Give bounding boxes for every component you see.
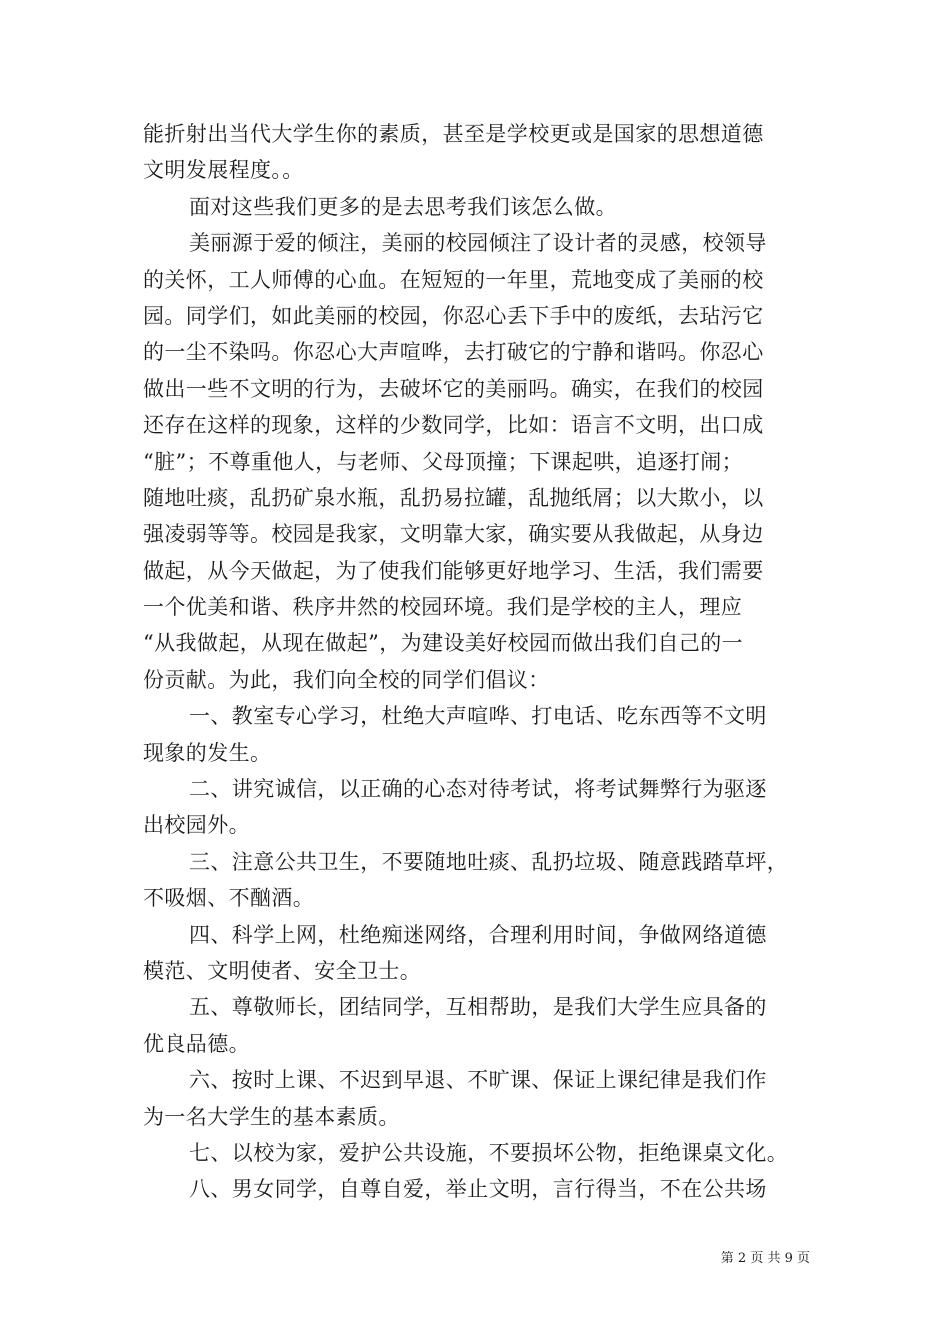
text-line: 园。同学们，如此美丽的校园，你忍心丢下手中的废纸，去玷污它 [143, 303, 764, 328]
text-line: 文明发展程度。。 [143, 158, 304, 183]
text-line: 八、男女同学，自尊自爱，举止文明，言行得当，不在公共场 [189, 1177, 767, 1202]
page-number: 第 2 页 共 9 页 [720, 1251, 810, 1266]
text-line: 的关怀，工人师傅的心血。在短短的一年里，荒地变成了美丽的校 [143, 267, 764, 292]
text-line: 五、尊敬师长，团结同学，互相帮助，是我们大学生应具备的 [189, 995, 767, 1020]
text-line: “从我做起，从现在做起”，为建设美好校园而做出我们自己的一 [143, 631, 744, 656]
text-line: 做出一些不文明的行为，去破坏它的美丽吗。确实，在我们的校园 [143, 376, 764, 401]
text-line: 三、注意公共卫生，不要随地吐痰、乱扔垃圾、随意践踏草坪， [189, 849, 789, 874]
text-line: 美丽源于爱的倾注，美丽的校园倾注了设计者的灵感，校领导 [189, 231, 767, 256]
text-line: 面对这些我们更多的是去思考我们该怎么做。 [189, 194, 617, 219]
text-line: 优良品德。 [143, 1031, 250, 1056]
text-line: 份贡献。为此，我们向全校的同学们倡议： [143, 667, 550, 692]
text-line: 四、科学上网，杜绝痴迷网络，合理利用时间，争做网络道德 [189, 922, 767, 947]
text-line: 能折射出当代大学生你的素质，甚至是学校更或是国家的思想道德 [143, 122, 764, 146]
text-line: 一个优美和谐、秩序井然的校园环境。我们是学校的主人，理应 [143, 595, 743, 620]
text-line: 还存在这样的现象，这样的少数同学，比如：语言不文明，出口成 [143, 413, 764, 438]
text-line: 强凌弱等等。校园是我家，文明靠大家，确实要从我做起，从身边 [143, 522, 764, 547]
text-line: 做起，从今天做起，为了使我们能够更好地学习、生活，我们需要 [143, 558, 764, 583]
document-body [143, 116, 809, 1208]
text-line: 的一尘不染吗。你忍心大声喧哗，去打破它的宁静和谐吗。你忍心 [143, 340, 764, 365]
text-line: 七、以校为家，爱护公共设施，不要损坏公物，拒绝课桌文化。 [189, 1140, 789, 1165]
text-line: 为一名大学生的基本素质。 [143, 1104, 400, 1129]
text-line: 一、教室专心学习，杜绝大声喧哗、打电话、吃东西等不文明 [189, 704, 767, 729]
text-line: 二、讲究诚信，以正确的心态对待考试，将考试舞弊行为驱逐 [189, 777, 767, 802]
text-line: 六、按时上课、不迟到早退、不旷课、保证上课纪律是我们作 [189, 1068, 767, 1093]
text-line: 不吸烟、不酗酒。 [143, 886, 315, 911]
text-line: 模范、文明使者、安全卫士。 [143, 958, 422, 983]
text-line: 随地吐痰，乱扔矿泉水瓶，乱扔易拉罐，乱抛纸屑；以大欺小，以 [143, 485, 764, 510]
text-line: 出校园外。 [143, 813, 250, 838]
text-line: 现象的发生。 [143, 740, 272, 765]
text-line: “脏”；不尊重他人，与老师、父母顶撞；下课起哄，追逐打闹； [143, 449, 744, 474]
